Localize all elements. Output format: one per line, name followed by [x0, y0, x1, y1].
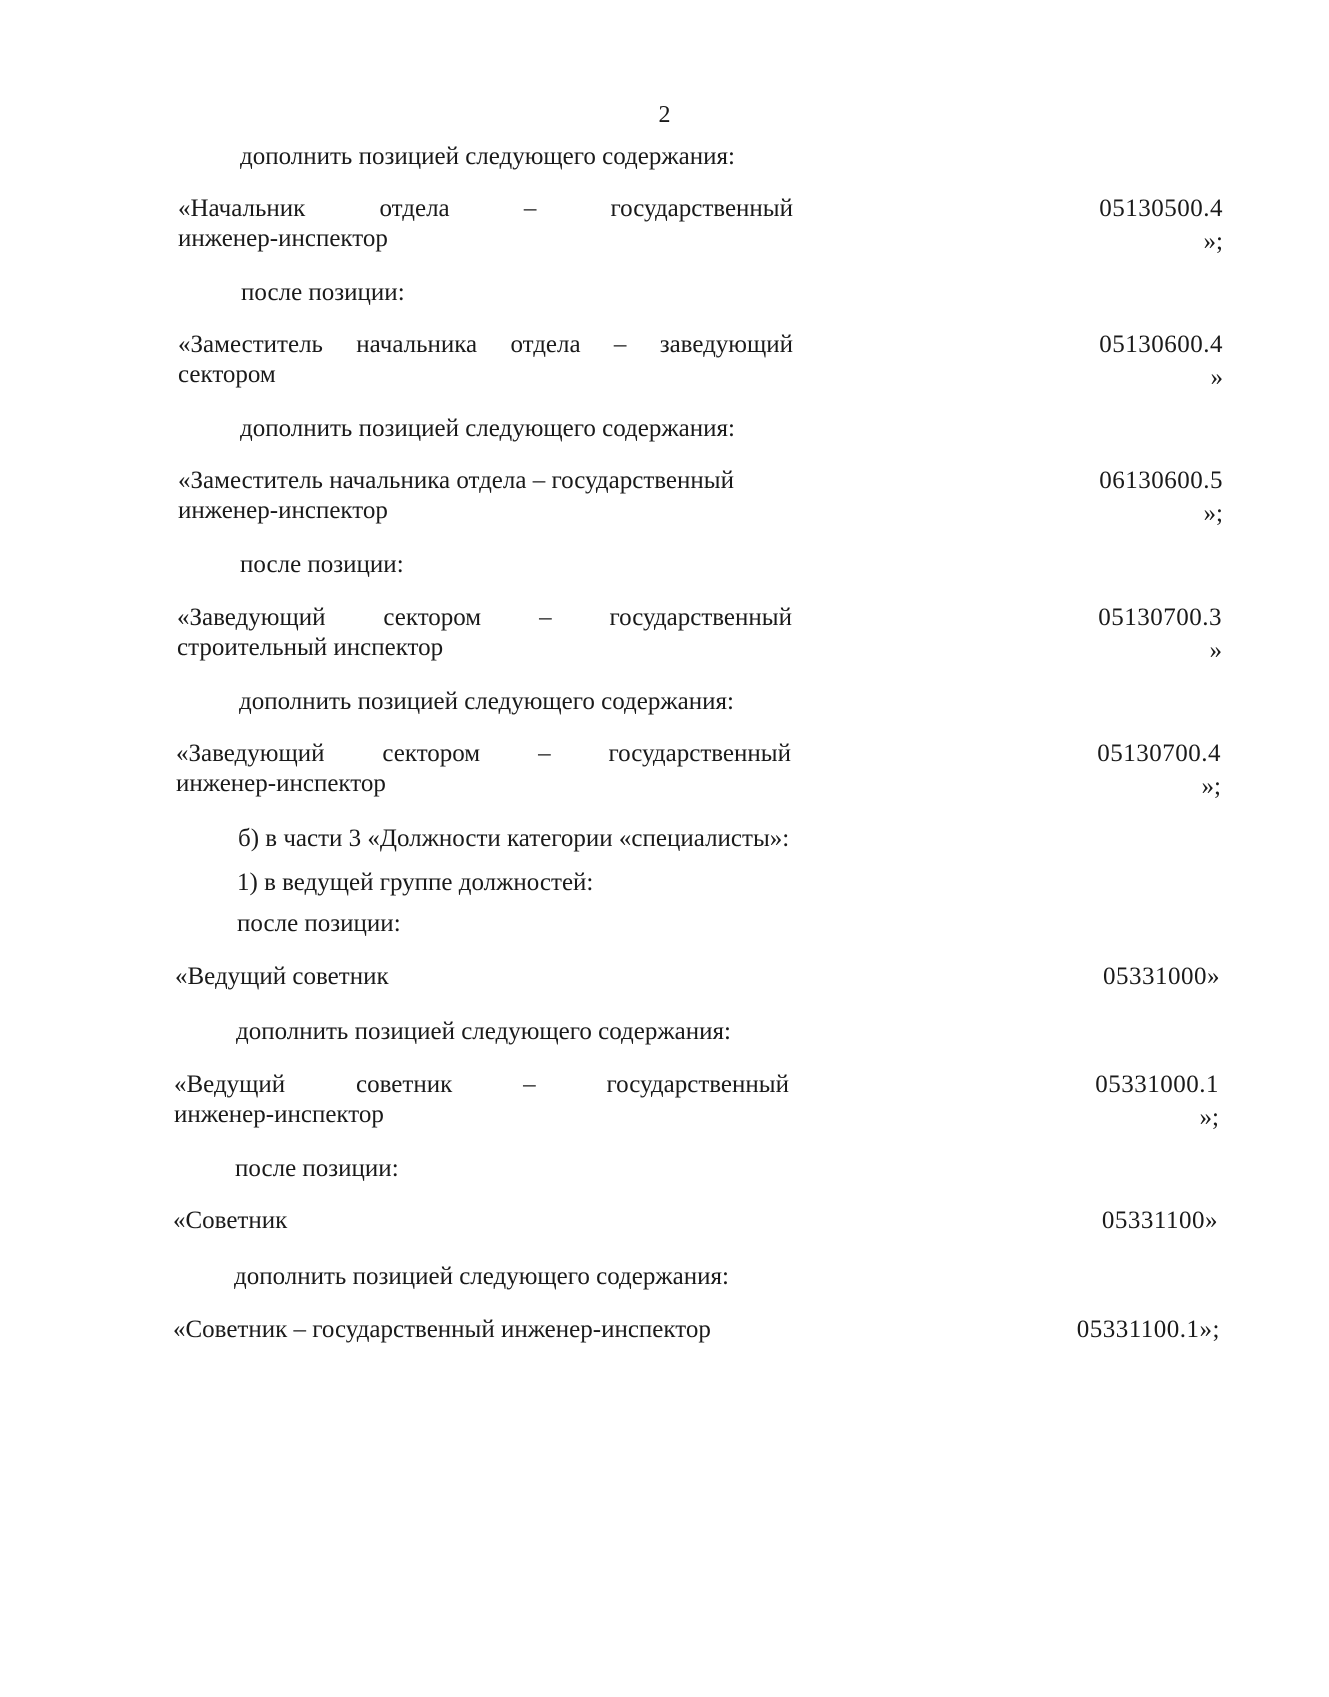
position-dash: – [523, 195, 537, 222]
position-word: сектором [382, 740, 481, 767]
instruction-add: дополнить позицией следующего содержания: [234, 1263, 729, 1290]
position-word: отдела [510, 331, 581, 358]
position-dash: – [538, 740, 551, 767]
position-word: «Заместитель [178, 331, 323, 358]
position-name [177, 603, 792, 663]
position-name-line2: инженер-инспектор [176, 770, 386, 797]
position-code: 05130600.4 [1099, 331, 1223, 358]
closing-quote: »; [1203, 500, 1223, 527]
instruction-add: дополнить позицией следующего содержания: [239, 688, 734, 715]
position-dash: – [523, 1071, 536, 1098]
closing-quote: »; [1203, 228, 1223, 255]
position-name-line2: инженер-инспектор [178, 225, 388, 252]
closing-quote: » [1209, 637, 1222, 664]
position-word: заведующий [659, 331, 793, 358]
closing-quote: »; [1199, 1104, 1219, 1131]
position-name [174, 1070, 789, 1130]
position-code: 05331000.1 [1095, 1071, 1219, 1098]
instruction-add: дополнить позицией следующего содержания: [240, 415, 735, 442]
position-entry [173, 1315, 1220, 1345]
instruction-after: после позиции: [235, 1155, 399, 1182]
position-name [178, 194, 793, 254]
instruction-add: дополнить позицией следующего содержания: [236, 1018, 731, 1045]
position-name-line2: сектором [178, 361, 276, 388]
position-name-line2: строительный инспектор [177, 634, 444, 661]
instruction-after: после позиции: [240, 551, 404, 578]
position-dash: – [539, 604, 552, 631]
position-word: государственный [610, 195, 793, 222]
subsection-heading: 1) в ведущей группе должностей: [237, 869, 594, 896]
position-word: «Начальник [178, 195, 306, 222]
position-name: «Советник [173, 1207, 288, 1234]
instruction-after: после позиции: [237, 910, 401, 937]
position-word: государственный [608, 740, 791, 767]
position-code: 05331100.1»; [1076, 1316, 1220, 1343]
position-code: 05331100» [1101, 1207, 1218, 1234]
position-entry [173, 1206, 1218, 1236]
position-word: государственный [606, 1071, 789, 1098]
closing-quote: » [1210, 364, 1223, 391]
position-name-line1: «Заместитель начальника отдела – государственный [178, 467, 734, 494]
position-code: 06130600.5 [1099, 467, 1223, 494]
position-code: 05130500.4 [1099, 195, 1223, 222]
position-word: «Ведущий [174, 1071, 286, 1098]
position-code: 05130700.4 [1097, 740, 1221, 767]
position-name-line2: инженер-инспектор [174, 1101, 384, 1128]
position-name [178, 466, 793, 526]
position-entry [175, 962, 1220, 992]
position-word: государственный [609, 604, 792, 631]
position-code: 05130700.3 [1098, 604, 1222, 631]
instruction-after: после позиции: [241, 279, 405, 306]
closing-quote: »; [1201, 773, 1221, 800]
position-name: «Советник – государственный инженер-инспектор [173, 1316, 711, 1343]
instruction-add: дополнить позицией следующего содержания: [240, 143, 735, 170]
position-word: сектором [383, 604, 482, 631]
position-dash: – [613, 331, 627, 358]
position-name: «Ведущий советник [175, 963, 389, 990]
position-word: начальника [356, 331, 478, 358]
section-heading: б) в части 3 «Должности категории «специалисты»: [238, 825, 790, 852]
position-name-line2: инженер-инспектор [178, 497, 388, 524]
position-word: «Заведующий [177, 604, 326, 631]
position-word: «Заведующий [176, 740, 325, 767]
position-word: отдела [379, 195, 450, 222]
page-number: 2 [658, 102, 671, 128]
position-word: советник [356, 1071, 453, 1098]
position-name [176, 739, 791, 799]
position-code: 05331000» [1103, 963, 1220, 990]
position-name [178, 330, 793, 390]
